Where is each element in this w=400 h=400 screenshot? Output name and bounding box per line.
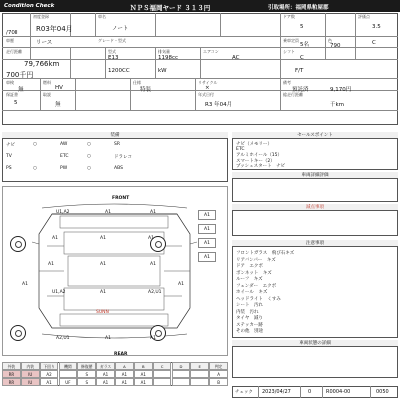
equip-cell: ○ <box>87 154 91 159</box>
grid-cell-a: S <box>77 370 96 378</box>
notes-title-bar <box>232 240 398 247</box>
equip-cell: ドラレコ <box>114 155 132 160</box>
equip-cell: ○ <box>33 166 37 171</box>
note-item: ルーフ キズ <box>236 277 263 282</box>
tm-value: C <box>300 55 304 61</box>
legend-cell: A1 <box>198 238 216 248</box>
equip-cell: ABS <box>114 166 123 171</box>
check-end: 0050 <box>376 389 389 395</box>
grid-header: 下回り <box>40 362 59 370</box>
r3-v6: 9,170円 <box>330 87 352 93</box>
grid-cell-a <box>153 370 172 378</box>
mark-hood: A1 <box>100 236 106 241</box>
grid-cell-b: IU <box>21 378 40 386</box>
mark-top-mid: A1 <box>105 210 111 215</box>
grid-cell-b <box>172 378 191 386</box>
mark-trunk: A1 <box>100 290 106 295</box>
row1b-right-value: C <box>372 40 376 46</box>
disp-value: 1198cc <box>158 55 179 61</box>
equip-cell: PS <box>6 166 12 171</box>
selling-item: ETC <box>236 146 245 152</box>
grid-cell-b <box>190 378 209 386</box>
selling-item: スマートキー（2） <box>236 158 275 164</box>
grid-cell-b: S <box>77 378 96 386</box>
detail-title: 車両詳細評価 <box>301 173 329 178</box>
mark-lower-right: A2,U1 <box>148 290 162 295</box>
r3-v5: 預託済 <box>292 87 309 93</box>
ac-value: AC <box>232 55 240 61</box>
grid-header: 内装 <box>21 362 40 370</box>
grid-header: 外装 <box>2 362 21 370</box>
mark-mid-left-a: A1 <box>52 236 58 241</box>
deduct-title: 減点事項 <box>306 205 324 210</box>
tire-front-left <box>10 236 26 252</box>
mark-roof: A1 <box>100 262 106 267</box>
r3b-h4: 総走行距離 <box>283 92 303 97</box>
score-value: 3.5 <box>372 24 381 30</box>
note-item: タイヤ 減り <box>236 316 263 321</box>
equip-cell: ○ <box>87 142 91 147</box>
mark-mid-right-a: A1 <box>148 236 154 241</box>
note-item: 内装 汚れ <box>236 309 259 315</box>
code-value: E13 <box>108 55 119 61</box>
legend-cell: A1 <box>198 224 216 234</box>
r3b-v2: 無 <box>55 102 61 108</box>
r3-v2: HV <box>55 85 63 91</box>
header-right-title: 引取場所：福岡県粕屋郡 <box>268 5 329 11</box>
equipment-title-bar <box>2 132 228 139</box>
notes-title: 注意事項 <box>306 241 324 246</box>
tire-rear-left <box>10 325 26 341</box>
grade-label: グレード・型式 <box>98 38 126 43</box>
r3-h5: 備考 <box>283 80 291 85</box>
grid-cell-a: RR <box>2 370 21 378</box>
note-item: ホイール キズ <box>236 290 268 295</box>
r3-v4: × <box>205 85 210 91</box>
selling-title: セールスポイント <box>297 133 333 138</box>
note-item: フェンダー エクボ <box>236 283 277 289</box>
note-item: フロントガラス 飛び石キズ <box>236 251 295 256</box>
mark-bottom-mid: A1 <box>105 336 111 341</box>
history-label: 車歴 <box>6 38 14 43</box>
grid-cell-b <box>153 378 172 386</box>
check-label: チェック <box>235 390 253 395</box>
equip-cell: AW <box>60 142 68 147</box>
capacity-value: 5名 <box>300 42 309 48</box>
mark-top-left: U1,A2 <box>56 210 70 215</box>
grid-cell-a: A1 <box>115 370 134 378</box>
legend-cell: A1 <box>198 210 216 220</box>
car-outline-svg <box>2 186 228 356</box>
grid-cell-b: UF <box>59 378 78 386</box>
deduct-title-bar <box>232 204 398 211</box>
grid-header: 判定 <box>209 362 228 370</box>
equip-cell: SR <box>114 142 120 147</box>
note-item: ステッカー跡 <box>236 322 263 328</box>
state-title: 車両状態の詳細 <box>299 341 331 346</box>
note-item: その他 別途 <box>236 329 263 334</box>
r3b-h1: 保証書 <box>6 92 18 97</box>
mark-lower-left: U1,A2 <box>52 290 66 295</box>
mark-left-edge: A1 <box>22 282 28 287</box>
grid-cell-a <box>172 370 191 378</box>
grid-cell-a <box>59 370 78 378</box>
header-bar <box>0 0 400 12</box>
front-label: FRONT <box>112 196 130 201</box>
kw-value: kW <box>158 68 167 74</box>
grid-header: A <box>115 362 134 370</box>
state-title-bar <box>232 340 398 347</box>
disp-label: 排気量 <box>158 49 170 54</box>
note-item: シート 汚れ <box>236 303 263 308</box>
price-value: 700千円 <box>6 71 34 79</box>
grid-cell-b: B <box>209 378 228 386</box>
grid-header: 修復歴 <box>77 362 96 370</box>
name-value: ノート <box>112 26 129 32</box>
color-value: 790 <box>330 43 341 49</box>
header-title: Condition Check <box>4 3 55 9</box>
grid-cell-a: A2 <box>40 370 59 378</box>
r3-v1: 無 <box>18 87 24 93</box>
header-center-title: ＮＰＳ福岡ヤード ３１３円 <box>130 3 211 12</box>
selling-item: アルミホイール（15） <box>236 153 282 159</box>
score-label: 評価点 <box>358 14 370 19</box>
year-label: 初度登録 <box>33 14 49 19</box>
grid-header: C <box>153 362 172 370</box>
grid-cell-a: A1 <box>96 370 115 378</box>
grid-cell-b: A1 <box>96 378 115 386</box>
row1-c1-value: /70Ⅱ <box>6 30 18 36</box>
selling-title-bar <box>232 132 398 139</box>
equip-cell: PW <box>60 166 68 171</box>
doors-value: 5 <box>300 24 304 30</box>
grid-cell-b: A1 <box>40 378 59 386</box>
check-code: R0004-00 <box>326 389 351 395</box>
note-item: ヘッドライト くすみ <box>236 296 281 302</box>
equip-cell: ○ <box>33 142 37 147</box>
equip-cell: ○ <box>87 166 91 171</box>
grid-cell-b: A1 <box>115 378 134 386</box>
equip-cell: ナビ <box>6 143 15 148</box>
mark-bottom-left: A2,U1 <box>56 336 70 341</box>
row2b-right-value: F/T <box>295 68 304 74</box>
history-value: リース <box>36 40 53 46</box>
r3b-v4: 千km <box>330 102 345 108</box>
grid-header: ガラス <box>96 362 115 370</box>
r3b-v1: 5 <box>14 100 18 106</box>
check-date: 2023/04/27 <box>262 389 291 395</box>
km-label: 走行距離 <box>6 49 22 54</box>
mark-center: SUNN <box>96 310 109 315</box>
grid-header: E <box>190 362 209 370</box>
detail-title-bar <box>232 172 398 179</box>
selling-item: ナビ（メモリー） <box>236 142 272 147</box>
km-value: 79,766km <box>24 60 60 68</box>
grid-cell-a <box>190 370 209 378</box>
grid-header: 機関 <box>59 362 78 370</box>
rear-label: REAR <box>114 352 128 357</box>
name-label: 車名 <box>98 14 106 19</box>
grid-cell-b: RR <box>2 378 21 386</box>
mark-top-right: A1 <box>150 210 156 215</box>
code-label: 型式 <box>108 49 116 54</box>
r3-v3: 特装 <box>140 87 152 93</box>
year-value: R03年04月 <box>36 25 73 33</box>
r3b-h2: 取説 <box>43 92 51 97</box>
r3b-h3: 年式日付 <box>198 92 214 97</box>
r3-h4: リサイクル <box>198 80 218 85</box>
equip-cell: ETC <box>60 154 69 159</box>
grid-header: B <box>134 362 153 370</box>
equip-cell: TV <box>6 154 12 159</box>
mark-left-mid: A1 <box>48 262 54 267</box>
color-label: 色 <box>328 38 332 43</box>
grid-cell-a: A1 <box>134 370 153 378</box>
r3-h2: 燃料 <box>43 80 51 85</box>
grid-cell-a: IU <box>21 370 40 378</box>
capacity-label: 乗車定員 <box>283 38 299 43</box>
doors-label: ドア数 <box>283 14 295 19</box>
grid-cell-a: A <box>209 370 228 378</box>
mark-right-mid: A1 <box>150 262 156 267</box>
grid-cell-b: A1 <box>134 378 153 386</box>
note-item: ボンネット キズ <box>236 270 272 276</box>
note-item: リアバンパー キズ <box>236 257 276 263</box>
r3-h1: 車検 <box>6 80 14 85</box>
r3b-v3: R3 年04月 <box>205 102 233 108</box>
r3-h3: 仕様 <box>133 80 141 85</box>
mark-bottom-right: A1 <box>150 336 156 341</box>
mark-right-edge: A1 <box>178 282 184 287</box>
note-item: ドア エクボ <box>236 264 263 269</box>
legend-cell: A1 <box>198 252 216 262</box>
grid-header: D <box>172 362 191 370</box>
tm-label: シフト <box>283 49 295 54</box>
ac-label: エアコン <box>203 49 219 54</box>
check-mid: 0 <box>308 389 312 395</box>
equipment-title: 装備 <box>110 133 120 138</box>
selling-item: プッシュスタート ナビ <box>236 164 286 170</box>
cc-value: 1200CC <box>108 68 130 74</box>
check-footer <box>232 386 398 398</box>
